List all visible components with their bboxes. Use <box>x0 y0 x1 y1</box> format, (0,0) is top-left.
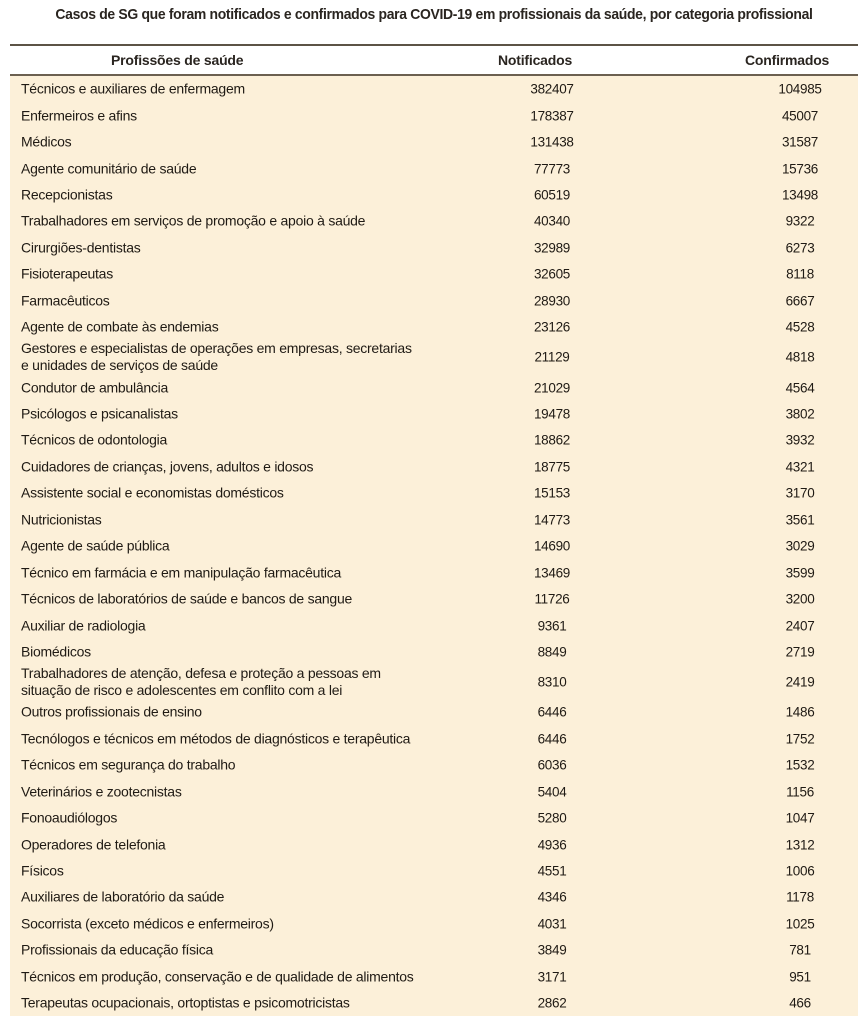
table-row <box>10 612 858 638</box>
notified-cell: 23126 <box>533 319 571 335</box>
profession-line: Tecnólogos e técnicos em métodos de diagnósticos e terapêutica <box>21 730 411 747</box>
profession-line: Cuidadores de crianças, jovens, adultos e idosos <box>21 458 314 475</box>
profession-cell <box>21 995 350 1012</box>
table-row <box>10 665 858 699</box>
table-header <box>10 46 858 76</box>
confirmed-cell: 2419 <box>785 674 815 690</box>
notified-cell: 19478 <box>533 406 571 422</box>
notified-cell: 5404 <box>537 784 567 800</box>
profession-cell <box>21 160 196 177</box>
notified-cell: 8310 <box>537 674 567 690</box>
profession-line: Técnicos de laboratórios de saúde e bancos de sangue <box>21 590 353 607</box>
profession-cell <box>21 406 178 423</box>
profession-line: Técnico em farmácia e em manipulação farmacêutica <box>21 564 342 581</box>
profession-cell <box>21 915 274 932</box>
notified-cell: 6446 <box>537 731 567 747</box>
profession-cell <box>21 591 352 608</box>
data-table <box>10 44 858 1016</box>
notified-cell: 32989 <box>533 240 571 256</box>
confirmed-cell: 45007 <box>781 108 819 124</box>
column-header-profession: Profissões de saúde <box>111 52 244 68</box>
confirmed-cell: 1752 <box>785 731 815 747</box>
profession-line: Técnicos em produção, conservação e de qualidade de alimentos <box>21 968 414 985</box>
profession-cell <box>21 836 165 853</box>
profession-line: Técnicos em segurança do trabalho <box>21 756 236 773</box>
confirmed-cell: 3561 <box>785 512 815 528</box>
table-row <box>10 533 858 559</box>
table-row <box>10 182 858 208</box>
notified-cell: 4346 <box>537 889 567 905</box>
table-row <box>10 911 858 937</box>
confirmed-cell: 4564 <box>785 380 815 396</box>
profession-line: Físicos <box>21 862 64 879</box>
profession-line: Psicólogos e psicanalistas <box>21 405 178 422</box>
table-row <box>10 507 858 533</box>
confirmed-cell: 9322 <box>785 213 815 229</box>
profession-cell <box>21 889 224 906</box>
confirmed-cell: 3200 <box>785 591 815 607</box>
profession-line: Auxiliar de radiologia <box>21 617 146 634</box>
table-row <box>10 76 858 102</box>
confirmed-cell: 31587 <box>781 134 819 150</box>
table-row <box>10 559 858 585</box>
profession-cell <box>21 485 284 502</box>
table-title: Casos de SG que foram notificados e confirmados para COVID-19 em profissionais da saúde, por categoria profissional <box>55 6 813 23</box>
profession-line: Outros profissionais de ensino <box>21 703 202 720</box>
table-row <box>10 129 858 155</box>
confirmed-cell: 3170 <box>785 485 815 501</box>
table-row <box>10 340 858 374</box>
notified-cell: 6446 <box>537 704 567 720</box>
profession-cell <box>21 810 117 827</box>
notified-cell: 3849 <box>537 942 567 958</box>
profession-cell <box>21 186 112 203</box>
notified-cell: 60519 <box>533 187 571 203</box>
table-row <box>10 401 858 427</box>
confirmed-cell: 1312 <box>785 837 815 853</box>
notified-cell: 21129 <box>534 349 570 365</box>
profession-cell <box>21 239 141 256</box>
table-row <box>10 805 858 831</box>
confirmed-cell: 1486 <box>785 704 815 720</box>
profession-cell <box>21 783 182 800</box>
profession-line: Farmacêuticos <box>21 292 110 309</box>
notified-cell: 9361 <box>537 618 567 634</box>
profession-line: Veterinários e zootecnistas <box>21 783 182 800</box>
table-row <box>10 374 858 400</box>
table-row <box>10 261 858 287</box>
confirmed-cell: 1156 <box>786 784 814 800</box>
notified-cell: 13469 <box>533 565 571 581</box>
table-row <box>10 937 858 963</box>
notified-cell: 6036 <box>537 757 567 773</box>
profession-line: Enfermeiros e afins <box>21 107 137 124</box>
profession-line: Fisioterapeutas <box>21 265 113 282</box>
notified-cell: 14773 <box>533 512 571 528</box>
table-row <box>10 427 858 453</box>
table-row <box>10 831 858 857</box>
table-row <box>10 990 858 1016</box>
notified-cell: 2862 <box>537 995 567 1011</box>
profession-cell <box>21 107 137 124</box>
table-row <box>10 639 858 665</box>
profession-cell <box>21 863 64 880</box>
profession-cell <box>21 617 145 634</box>
profession-cell <box>21 564 341 581</box>
notified-cell: 14690 <box>533 538 571 554</box>
profession-line: Agente de saúde pública <box>21 537 170 554</box>
profession-cell <box>21 81 245 98</box>
notified-cell: 3171 <box>537 969 567 985</box>
table-row <box>10 102 858 128</box>
table-row <box>10 208 858 234</box>
notified-cell: 21029 <box>533 380 571 396</box>
column-header-notified: Notificados <box>498 52 573 68</box>
profession-line: Trabalhadores em serviços de promoção e apoio à saúde <box>21 212 366 229</box>
profession-cell <box>21 319 218 336</box>
confirmed-cell: 8118 <box>786 266 814 282</box>
profession-cell <box>21 643 91 660</box>
confirmed-cell: 3932 <box>785 432 815 448</box>
profession-cell <box>21 266 113 283</box>
profession-line: Gestores e especialistas de operações em empresas, secretarias <box>21 340 412 357</box>
profession-line: Biomédicos <box>21 643 91 660</box>
profession-cell <box>21 665 381 699</box>
profession-cell <box>21 134 71 151</box>
profession-line: Assistente social e economistas domésticos <box>21 484 284 501</box>
table-row <box>10 288 858 314</box>
table-row <box>10 586 858 612</box>
notified-cell: 8849 <box>537 644 567 660</box>
table-row <box>10 699 858 725</box>
profession-cell <box>21 730 410 747</box>
confirmed-cell: 2407 <box>785 618 815 634</box>
notified-cell: 178387 <box>530 108 574 124</box>
table-row <box>10 480 858 506</box>
confirmed-cell: 4528 <box>785 319 815 335</box>
profession-line: Trabalhadores de atenção, defesa e proteção a pessoas em <box>21 665 381 682</box>
confirmed-cell: 1532 <box>785 757 815 773</box>
table-row <box>10 155 858 181</box>
notified-cell: 11726 <box>534 591 570 607</box>
confirmed-cell: 4818 <box>785 349 815 365</box>
table-row <box>10 454 858 480</box>
profession-line: Fonoaudiólogos <box>21 809 118 826</box>
profession-line: Recepcionistas <box>21 186 113 203</box>
notified-cell: 18862 <box>533 432 571 448</box>
profession-cell <box>21 292 110 309</box>
profession-line: Terapeutas ocupacionais, ortoptistas e psicomotricistas <box>21 994 350 1011</box>
profession-line: Médicos <box>21 133 72 150</box>
profession-line: Profissionais da educação física <box>21 941 213 958</box>
notified-cell: 382407 <box>530 81 574 97</box>
profession-line: situação de risco e adolescentes em conflito com a lei <box>21 682 343 699</box>
notified-cell: 18775 <box>533 459 571 475</box>
profession-line: Cirurgiões-dentistas <box>21 239 141 256</box>
confirmed-cell: 3029 <box>785 538 815 554</box>
table-row <box>10 884 858 910</box>
table-row <box>10 235 858 261</box>
confirmed-cell: 13498 <box>781 187 819 203</box>
profession-cell <box>21 511 102 528</box>
notified-cell: 4031 <box>537 916 567 932</box>
confirmed-cell: 1025 <box>785 916 815 932</box>
table-row <box>10 752 858 778</box>
notified-cell: 15153 <box>533 485 571 501</box>
column-header-confirmed: Confirmados <box>745 52 830 68</box>
profession-cell <box>21 340 412 374</box>
notified-cell: 131438 <box>530 134 574 150</box>
confirmed-cell: 781 <box>789 942 811 958</box>
table-body <box>10 76 858 1016</box>
profession-cell <box>21 213 365 230</box>
confirmed-cell: 3802 <box>785 406 815 422</box>
confirmed-cell: 1047 <box>785 810 815 826</box>
confirmed-cell: 1178 <box>786 889 814 905</box>
profession-cell <box>21 379 168 396</box>
profession-cell <box>21 968 414 985</box>
profession-line: Socorrista (exceto médicos e enfermeiros) <box>21 915 274 932</box>
profession-cell <box>21 538 169 555</box>
notified-cell: 4551 <box>537 863 567 879</box>
profession-cell <box>21 704 202 721</box>
profession-line: Auxiliares de laboratório da saúde <box>21 888 225 905</box>
profession-cell <box>21 757 235 774</box>
confirmed-cell: 6667 <box>785 293 815 309</box>
profession-line: Nutricionistas <box>21 511 102 528</box>
profession-line: Técnicos e auxiliares de enfermagem <box>21 80 245 97</box>
table-row <box>10 858 858 884</box>
table-row <box>10 314 858 340</box>
profession-line: Técnicos de odontologia <box>21 431 168 448</box>
table-row <box>10 964 858 990</box>
confirmed-cell: 4321 <box>785 459 815 475</box>
confirmed-cell: 15736 <box>781 161 819 177</box>
confirmed-cell: 104985 <box>778 81 822 97</box>
confirmed-cell: 1006 <box>785 863 815 879</box>
profession-line: e unidades de serviços de saúde <box>21 357 218 374</box>
confirmed-cell: 6273 <box>785 240 815 256</box>
confirmed-cell: 2719 <box>785 644 815 660</box>
profession-cell <box>21 942 213 959</box>
confirmed-cell: 3599 <box>785 565 815 581</box>
table-row <box>10 779 858 805</box>
confirmed-cell: 951 <box>789 969 811 985</box>
notified-cell: 40340 <box>533 213 571 229</box>
profession-line: Agente comunitário de saúde <box>21 160 197 177</box>
notified-cell: 4936 <box>537 837 567 853</box>
notified-cell: 77773 <box>533 161 571 177</box>
confirmed-cell: 466 <box>789 995 811 1011</box>
profession-cell <box>21 432 167 449</box>
table-row <box>10 726 858 752</box>
notified-cell: 28930 <box>533 293 571 309</box>
profession-line: Agente de combate às endemias <box>21 318 219 335</box>
profession-line: Operadores de telefonia <box>21 836 166 853</box>
notified-cell: 5280 <box>537 810 567 826</box>
profession-cell <box>21 458 313 475</box>
notified-cell: 32605 <box>533 266 571 282</box>
profession-line: Condutor de ambulância <box>21 379 169 396</box>
